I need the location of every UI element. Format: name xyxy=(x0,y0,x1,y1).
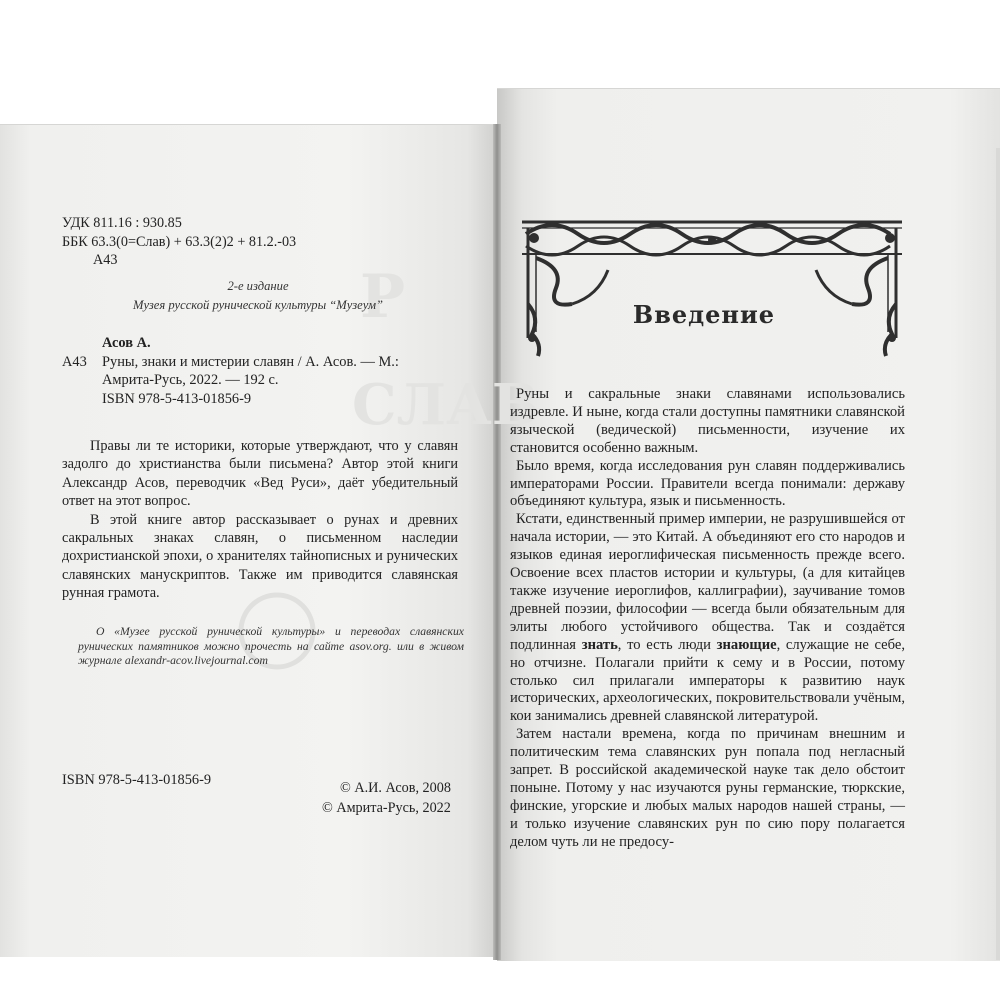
page-edge xyxy=(996,148,1000,960)
isbn-bottom: ISBN 978-5-413-01856-9 xyxy=(62,772,212,788)
body-paragraph: Затем настали времена, когда по причинам внешним и политическим тема славянских рун попала под негласный запрет. В российской академической науке так дело обстоит поныне. Потому у нас изучаются руны германские, тюркские, финские, угорские и любых малых народов нашей страны, — и только изучение славянских рун по сию пору полагается делом чуть ли не предосу- xyxy=(510,726,905,850)
copyright-publisher: © Амрита-Русь, 2022 xyxy=(322,800,451,816)
bibliographic-record xyxy=(62,334,462,408)
show-through: СЛАВ xyxy=(352,372,540,438)
copyright-author: © А.И. Асов, 2008 xyxy=(340,780,451,796)
celtic-ornament-frame xyxy=(512,208,912,358)
author-mark-top: А43 xyxy=(93,252,118,268)
body-paragraph xyxy=(510,511,905,726)
annotation-paragraph: В этой книге автор рассказывает о рунах и древних сакральных знаках славян, о письменном наследии дохристианской эпохи, о хранителях тайнописных и рунических славянских манускриптов. Также им приводится славянская рунная грамота. xyxy=(62,511,458,602)
book-gutter xyxy=(493,124,501,960)
body-text: , то есть люди xyxy=(617,636,717,653)
udk-code: УДК 811.16 : 930.85 xyxy=(62,215,182,231)
bbk-code: ББК 63.3(0=Слав) + 63.3(2)2 + 81.2.-03 xyxy=(62,234,297,250)
annotation-paragraph: Правы ли те историки, которые утверждают, что у славян задолго до христианства были письмена? Автор этой книги Александр Асов, переводчик «Вед Руси», даёт убедительный ответ на этот вопрос. xyxy=(62,438,458,510)
edition-label: 2-е издание xyxy=(227,279,289,293)
annotation xyxy=(62,437,458,603)
body-text: Кстати, единственный пример империи, не разрушившейся от начала истории, — это Китай. А объединяют его сто народов и языков единая иероглифическая письменность прежде всего. Освоение всех пластов истории и культуры, (а для китайцев также изучение иероглифов, каллиграфии), заучивание томов древней поэзии, философии — всегда были обязательным для элиты любого устойчивого общества. Так и создаётся подлинная xyxy=(510,511,905,653)
chapter-body xyxy=(510,386,905,852)
title-line-2: Амрита-Русь, 2022. — 192 с. xyxy=(102,372,279,389)
website-note xyxy=(78,625,464,669)
author-name: Асов А. xyxy=(102,335,151,351)
author-mark: А43 xyxy=(62,353,87,370)
title-line-1: Руны, знаки и мистерии славян / А. Асов. — М.: xyxy=(102,353,399,370)
museum-label: Музея русской рунической культуры “Музеум” xyxy=(132,298,384,312)
isbn-top: ISBN 978-5-413-01856-9 xyxy=(102,390,252,407)
website-note-text: О «Музее русской рунической культуры» и переводах славянских рунических памятников можно прочесть на сайте asov.org. или в живом журнале alexandr-acov.livejournal.com xyxy=(78,625,464,668)
body-paragraph: Руны и сакральные знаки славянами использовались издревле. И ныне, когда стали доступны памятники славянской языческой (ведической) письменности, изучение их становится особенно важным. xyxy=(510,386,905,456)
bold-term: знающие xyxy=(716,636,777,653)
bold-term: знать xyxy=(581,636,618,653)
body-paragraph: Было время, когда исследования рун славян поддерживались императорами России. Правители всегда понимали: державу объединяют культура, язык и письменность. xyxy=(510,457,905,510)
title-row xyxy=(62,353,462,372)
chapter-heading: Введение xyxy=(632,300,776,329)
body-text: , служащие не себе, но отчизне. Полагали прийти к сему и в России, потому столько сил прилагали императоры к развитию наук исторических, археологических, покровительствовали учёным, кои занимались древней славянской литературой. xyxy=(510,636,905,725)
show-through: Р xyxy=(360,262,406,332)
